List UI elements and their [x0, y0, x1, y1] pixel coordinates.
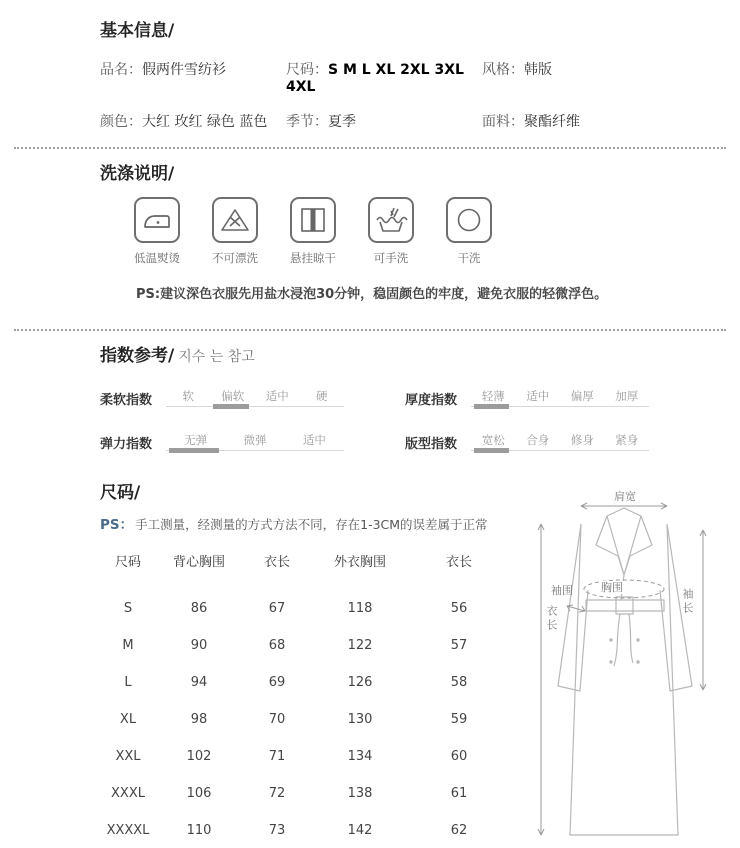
index-fit [405, 432, 728, 456]
index-baseline [166, 406, 344, 407]
index-track [166, 388, 344, 412]
size-note [100, 513, 540, 533]
field-sizes [286, 59, 482, 95]
field-label: 风格： [482, 62, 524, 78]
size-table-cell: XL [119, 712, 137, 727]
size-table-row [100, 590, 510, 627]
hand-wash-icon [368, 197, 414, 243]
index-label: 柔软指数 [100, 393, 153, 408]
size-table-cell: 71 [268, 749, 286, 764]
index-option-label: 宽松 [481, 433, 505, 447]
size-table-header: 衣长 [263, 555, 290, 570]
index-thickness [405, 388, 728, 412]
garment-measurement-diagram [533, 490, 723, 846]
basic-info-grid [100, 59, 728, 131]
index-option-label: 修身 [570, 433, 594, 447]
field-value: 大红 玫红 绿色 蓝色 [142, 114, 268, 130]
size-table-cell: 122 [347, 638, 373, 653]
index-label: 厚度指数 [405, 393, 458, 408]
iron-icon [134, 197, 180, 243]
washing-item-label: 悬挂晾干 [290, 251, 336, 265]
field-label: 品名： [100, 62, 142, 78]
index-option-label: 适中 [302, 433, 326, 447]
index-track [166, 432, 344, 456]
basic-info-section [100, 16, 728, 131]
size-table-row [100, 812, 510, 848]
size-table-cell: 110 [186, 823, 212, 838]
size-table [100, 551, 510, 848]
sleeve-length-label: 袖长 [681, 588, 694, 616]
size-table-cell: 61 [450, 786, 468, 801]
field-value: 假两件雪纺衫 [142, 62, 226, 78]
index-label: 弹力指数 [100, 437, 153, 452]
washing-item-label: 干洗 [457, 251, 481, 265]
field-fabric [482, 111, 728, 131]
index-elasticity [100, 432, 405, 456]
index-option-label: 偏软 [221, 389, 245, 403]
index-options [166, 388, 344, 404]
washing-item-iron [130, 197, 184, 266]
index-option-label: 适中 [526, 389, 550, 403]
index-reference-title [100, 341, 728, 366]
ps-prefix: PS： [100, 517, 134, 533]
size-table-cell: 70 [268, 712, 286, 727]
index-marker [474, 404, 510, 409]
size-section-title: 尺码/ [100, 483, 141, 503]
dry-clean-icon [446, 197, 492, 243]
dotted-divider [14, 329, 726, 331]
size-table-header: 衣长 [445, 555, 472, 570]
index-option-label: 轻薄 [481, 389, 505, 403]
index-label: 版型指数 [405, 437, 458, 452]
size-table-cell: 126 [347, 675, 373, 690]
coat-drawing [533, 490, 723, 846]
size-table-cell: XXXL [111, 786, 145, 801]
index-marker [474, 448, 510, 453]
index-option-label: 硬 [316, 389, 328, 403]
field-label: 颜色： [100, 114, 142, 130]
index-marker [213, 404, 249, 409]
size-table-cell: 142 [347, 823, 373, 838]
index-options [166, 432, 344, 448]
index-option-label: 微弹 [243, 433, 267, 447]
size-table-header: 尺码 [114, 555, 141, 570]
size-table-cell: 56 [450, 601, 468, 616]
size-table-cell: 58 [450, 675, 468, 690]
field-season [286, 111, 482, 131]
washing-item-dry-clean [442, 197, 496, 266]
size-table-row [100, 701, 510, 738]
field-value: 韩版 [524, 62, 552, 78]
washing-note: PS:建议深色衣服先用盐水浸泡30分钟，稳固颜色的牢度，避免衣服的轻微浮色。 [136, 287, 608, 302]
dotted-divider [14, 147, 726, 149]
index-title-subtitle: 지수 는 참고 [178, 349, 255, 365]
sleeve-girth-label: 袖围 [551, 584, 573, 597]
size-table-header: 背心胸围 [172, 555, 225, 570]
field-label: 尺码： [286, 62, 328, 78]
index-option-label: 紧身 [615, 433, 639, 447]
field-product-name [100, 59, 286, 95]
washing-item-label: 不可漂洗 [212, 251, 258, 265]
size-table-cell: 62 [450, 823, 468, 838]
size-table-cell: 90 [190, 638, 208, 653]
size-table-cell: 73 [268, 823, 286, 838]
size-note-text: 手工测量，经测量的方式方法不同，存在1-3CM的误差属于正常 [135, 517, 488, 532]
index-reference-section [100, 341, 728, 456]
size-table-cell: L [124, 675, 132, 690]
field-label: 季节： [286, 114, 328, 130]
index-grid [100, 388, 728, 456]
size-table-cell: 106 [186, 786, 212, 801]
size-table-row [100, 664, 510, 701]
size-table-cell: 102 [186, 749, 212, 764]
index-option-label: 加厚 [615, 389, 639, 403]
index-option-label: 适中 [265, 389, 289, 403]
field-style [482, 59, 728, 95]
chest-girth-label: 胸围 [601, 581, 623, 594]
index-option-label: 无弹 [184, 433, 208, 447]
hang-dry-icon [290, 197, 336, 243]
size-table-cell: 67 [268, 601, 286, 616]
size-table-cell: S [123, 601, 133, 616]
index-title-text: 指数参考/ [100, 346, 175, 366]
index-track [471, 388, 649, 412]
size-table-cell: 60 [450, 749, 468, 764]
field-value: 夏季 [328, 114, 356, 130]
field-value: S M L XL 2XL 3XL 4XL [286, 62, 464, 95]
field-label: 面料： [482, 114, 524, 130]
index-marker [169, 448, 219, 453]
size-table-cell: 98 [190, 712, 208, 727]
size-table-header-row [100, 551, 510, 590]
index-option-label: 合身 [526, 433, 550, 447]
size-table-cell: XXXXL [106, 823, 150, 838]
index-track [471, 432, 649, 456]
shoulder-width-label: 肩宽 [614, 490, 636, 503]
washing-item-label: 低温熨烫 [134, 251, 180, 265]
washing-item-label: 可手洗 [373, 251, 409, 265]
index-option-label: 偏厚 [570, 389, 594, 403]
washing-icons-row [130, 197, 728, 266]
size-table-row [100, 627, 510, 664]
no-bleach-icon [212, 197, 258, 243]
size-table-cell: 68 [268, 638, 286, 653]
size-table-cell: 57 [450, 638, 468, 653]
size-table-body [100, 590, 510, 848]
index-softness [100, 388, 405, 412]
field-value: 聚酯纤维 [524, 114, 580, 130]
washing-title: 洗涤说明/ [100, 164, 175, 184]
size-table-row [100, 775, 510, 812]
size-table-cell: 72 [268, 786, 286, 801]
size-table-cell: 69 [268, 675, 286, 690]
washing-item-no-bleach [208, 197, 262, 266]
size-table-cell: 59 [450, 712, 468, 727]
washing-item-hang-dry [286, 197, 340, 266]
size-table-cell: 130 [347, 712, 373, 727]
size-table-cell: 118 [347, 601, 373, 616]
washing-section [100, 159, 728, 302]
size-section [100, 478, 540, 848]
size-table-cell: XXL [115, 749, 141, 764]
size-table-cell: 86 [190, 601, 208, 616]
size-table-header: 外衣胸围 [333, 555, 386, 570]
index-option-label: 软 [182, 389, 195, 403]
basic-info-title: 基本信息/ [100, 21, 175, 41]
index-options [471, 388, 649, 404]
washing-item-hand-wash [364, 197, 418, 266]
index-options [471, 432, 649, 448]
size-table-cell: 138 [347, 786, 373, 801]
field-color [100, 111, 286, 131]
garment-length-label: 衣长 [545, 605, 558, 633]
size-table-cell: M [122, 638, 134, 653]
size-table-cell: 134 [347, 749, 373, 764]
size-table-cell: 94 [190, 675, 208, 690]
size-table-row [100, 738, 510, 775]
